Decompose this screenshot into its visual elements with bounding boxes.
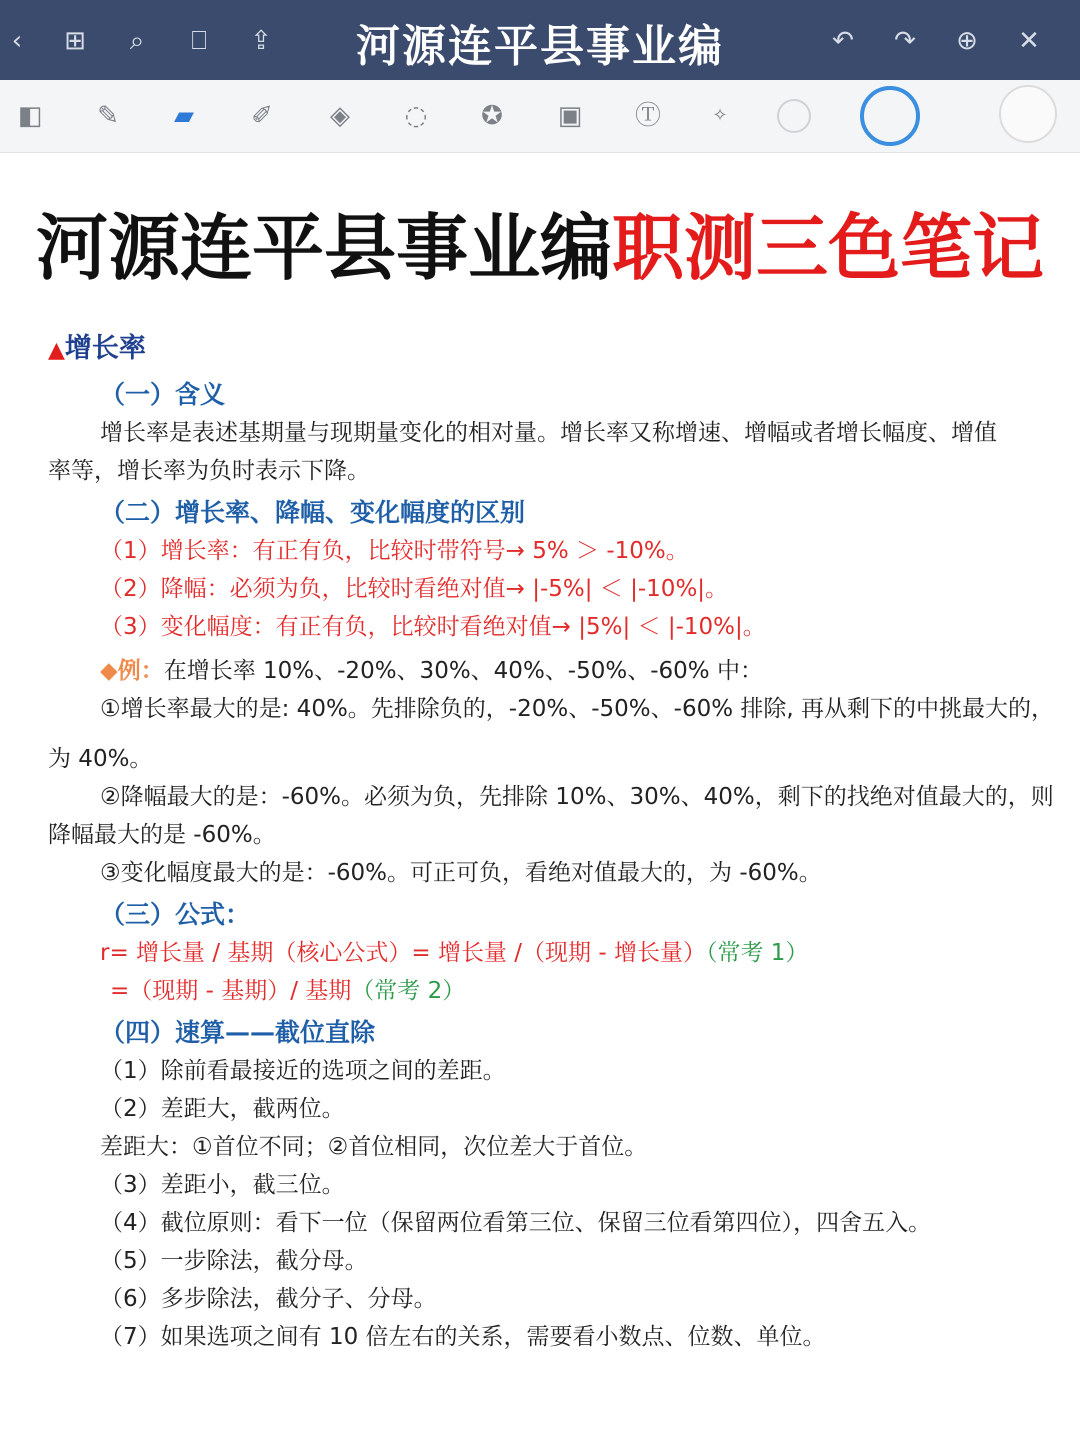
example-1b: 为 40%。: [48, 746, 153, 772]
s3-formula-1: r= 增长量 / 基期（核心公式）= 增长量 /（现期 - 增长量）（常考 1）: [100, 940, 809, 966]
lasso-icon[interactable]: ◌: [404, 101, 428, 131]
eraser-icon[interactable]: ▰: [174, 101, 194, 131]
heading-red: 职测三色笔记: [612, 206, 1045, 290]
page-heading: [0, 190, 1080, 294]
highlighter-icon[interactable]: ✐: [251, 101, 273, 131]
image-icon[interactable]: ▣: [557, 101, 583, 131]
heading-black: 河源连平县事业编: [35, 206, 612, 290]
example-1a: ①增长率最大的是: 40%。先排除负的，-20%、-50%、-60% 排除, 再从剩下的中挑最大的，: [100, 696, 1054, 722]
color-white-swatch[interactable]: [968, 84, 1080, 148]
share-icon[interactable]: ⇪: [250, 26, 272, 56]
s2-item-2: （2）降幅：必须为负，比较时看绝对值→ |-5%| ＜ |-10%|。: [100, 576, 729, 602]
s2-item-3: （3）变化幅度：有正有负，比较时看绝对值→ |5%| ＜ |-10%|。: [100, 614, 766, 640]
text-icon[interactable]: Ⓣ: [634, 101, 661, 131]
bookmark-icon[interactable]: ⎕: [191, 26, 207, 56]
s1-paragraph-2: 率等，增长率为负时表示下降。: [48, 458, 370, 484]
s4-item-3: （3）差距小，截三位。: [100, 1172, 345, 1198]
example-line: [48, 652, 1048, 690]
s1-paragraph-1: 增长率是表述基期量与现期量变化的相对量。增长率又称增速、增幅或者增长幅度、增值: [100, 420, 997, 446]
notes-content: [48, 330, 1054, 1356]
app-top-bar: [0, 0, 1080, 80]
example-text: 在增长率 10%、-20%、30%、40%、-50%、-60% 中：: [163, 658, 763, 684]
example-label: ◆例：: [100, 658, 164, 684]
section-title: ▲增长率: [48, 333, 146, 364]
shapes-icon[interactable]: ◈: [330, 101, 350, 131]
example-3: ③变化幅度最大的是：-60%。可正可负，看绝对值最大的，为 -60%。: [100, 860, 822, 886]
s4-item-4: （4）截位原则：看下一位（保留两位看第三位、保留三位看第四位），四舍五入。: [100, 1210, 932, 1236]
back-icon[interactable]: ‹: [11, 26, 23, 56]
grid-icon[interactable]: ⊞: [64, 26, 86, 56]
s4-item-1: （1）除前看最接近的选项之间的差距。: [100, 1058, 506, 1084]
s3-formula-2: =（现期 - 基期）/ 基期（常考 2）: [110, 978, 466, 1004]
s4-item-7: （7）如果选项之间有 10 倍左右的关系，需要看小数点、位数、单位。: [100, 1324, 826, 1350]
layout-icon[interactable]: ◧: [17, 101, 43, 131]
s2-item-1: （1）增长率：有正有负，比较时带符号→ 5% ＞ -10%。: [100, 538, 689, 564]
s3-title: （三）公式：: [100, 900, 251, 929]
s1-title: （一）含义: [100, 380, 226, 409]
pencil-icon[interactable]: ✎: [97, 101, 119, 131]
close-icon[interactable]: ✕: [1018, 26, 1040, 56]
undo-icon[interactable]: ↶: [832, 26, 854, 56]
example-2a: ②降幅最大的是：-60%。必须为负，先排除 10%、30%、40%，剩下的找绝对值最大的，则: [100, 784, 1054, 810]
redo-icon[interactable]: ↷: [894, 26, 916, 56]
s2-title: （二）增长率、降幅、变化幅度的区别: [100, 498, 526, 527]
s4-item-2b: 差距大：①首位不同；②首位相同，次位差大于首位。: [100, 1134, 648, 1160]
search-icon[interactable]: ⌕: [129, 26, 145, 56]
triangle-icon: ▲: [48, 338, 65, 363]
sticker-icon[interactable]: ✪: [481, 101, 503, 131]
s4-item-2: （2）差距大，截两位。: [100, 1096, 345, 1122]
laser-icon[interactable]: ✧: [712, 105, 728, 126]
color-blue-icon[interactable]: [858, 86, 922, 150]
drawing-toolbar: [0, 80, 1080, 153]
s4-item-5: （5）一步除法，截分母。: [100, 1248, 368, 1274]
s4-title: （四）速算——截位直除: [100, 1018, 376, 1047]
example-2b: 降幅最大的是 -60%。: [48, 822, 276, 848]
app-title: 河源连平县事业编: [356, 21, 724, 72]
s4-item-6: （6）多步除法，截分子、分母。: [100, 1286, 437, 1312]
color-gray-icon[interactable]: [774, 96, 814, 136]
add-page-icon[interactable]: ⊕: [956, 26, 978, 56]
